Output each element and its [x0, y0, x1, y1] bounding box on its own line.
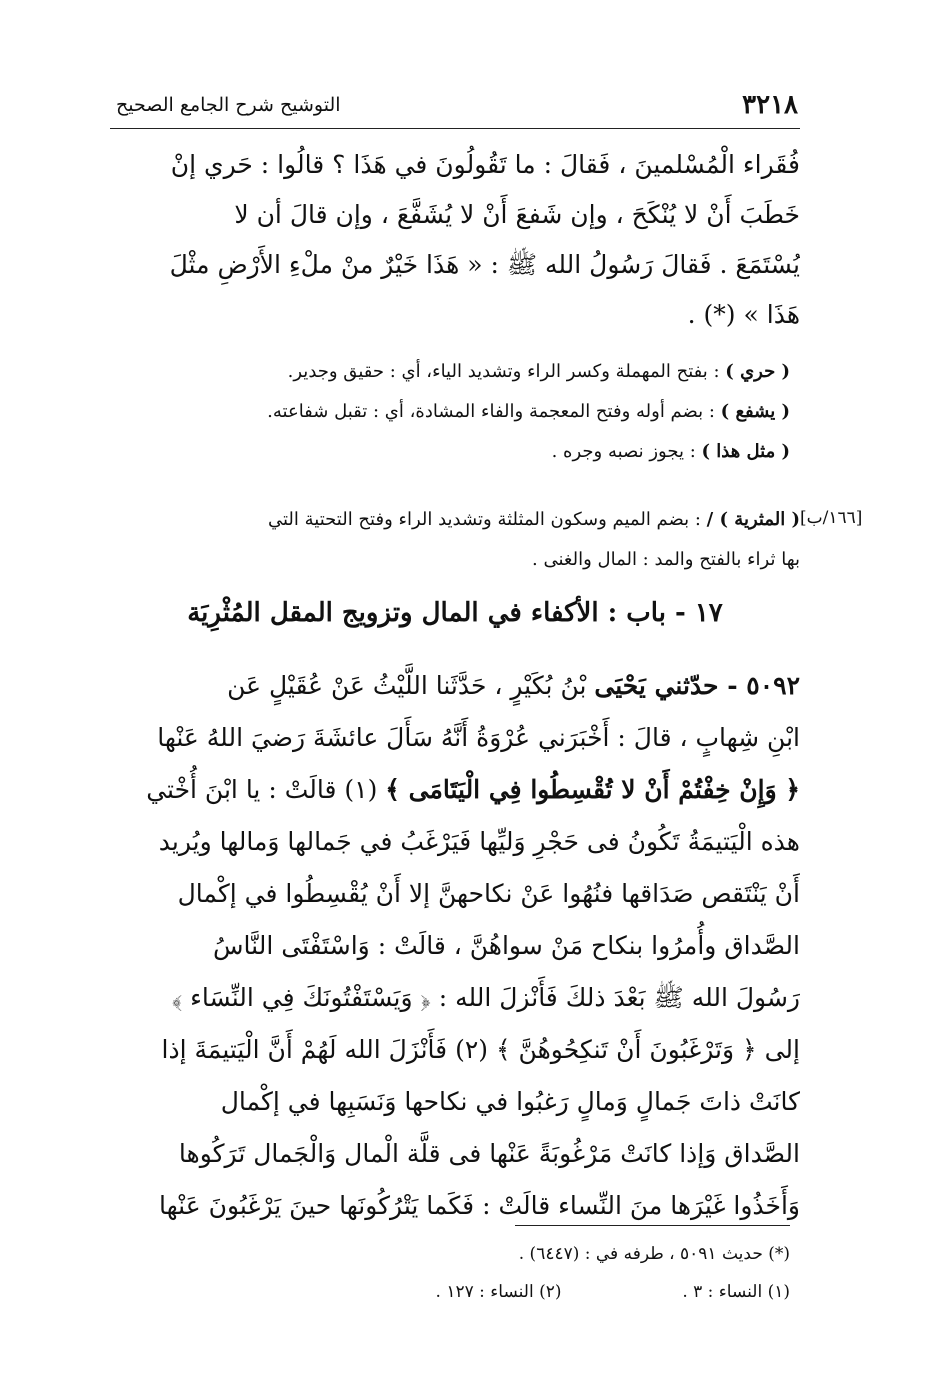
hadith-line	[110, 712, 800, 764]
hadith-line	[110, 764, 800, 816]
marginal-folio-note: [١٦٦/ب]	[800, 508, 863, 528]
gloss-line	[140, 352, 790, 392]
hadith-line	[110, 660, 800, 712]
footnote-divider	[515, 1225, 790, 1226]
hadith-text: إلى ﴿ وَتَرْغَبُونَ أَنْ تَنكِحُوهُنَّ ﴾ (٢) فَأَنْزَلَ الله لَهُمْ أَنَّ الْيَتيمَةَ إذا	[161, 1035, 800, 1064]
footnote-line	[436, 1273, 790, 1311]
chapter-heading: ١٧ - باب : الأكفاء في المال وتزويج المقل المُثْرِيَة	[187, 598, 723, 628]
running-title: التوشيح شرح الجامع الصحيح	[116, 94, 341, 116]
gloss-text: : يجوز نصبه وجره .	[551, 441, 696, 462]
hadith-line	[110, 1128, 800, 1180]
hadith-text: وَأَخَذُوا غَيْرَها منَ النِّساء قالَتْ : فَكَما يَتْرُكُونَها حينَ يَرْغَبُونَ عَنْها	[159, 1191, 800, 1220]
page-number: ٣٢١٨	[742, 90, 798, 120]
glosses-block-2	[145, 500, 800, 580]
text-line: هَذَا » (*) .	[687, 300, 800, 329]
hadith-bold: ٥٠٩٢ - حدّثني يَحْيَى	[594, 671, 800, 700]
hadith-text: رَسُولَ الله ﷺ بَعْدَ ذلكَ فَأَنْزلَ الله : ﴿ وَيَسْتَفْتُونَكَ فِي النِّسَاء ﴾	[171, 983, 800, 1012]
gloss-text: : بضم الميم وسكون المثلثة وتشديد الراء وفتح التحتية التي	[268, 509, 701, 530]
text-line: خَطَبَ أَنْ لا يُنْكَحَ ، وإن شَفعَ أَنْ لا يُشَفَّعَ ، وإن قالَ أن لا	[234, 200, 800, 229]
hadith-text: أَنْ يَنْتَقص صَدَاقها فنُهُوا عَنْ نكاحهنَّ إلا أَنْ يُقْسِطُوا في إكْمال	[177, 879, 800, 908]
gloss-line	[140, 432, 790, 472]
hadith-line	[110, 1024, 800, 1076]
gloss-term: ( يشفع )	[720, 401, 790, 422]
hadith-bold: ﴿ وَإِنْ خِفْتُمْ أَنْ لا تُقْسِطُوا فِي الْيَتَامَى ﴾	[385, 775, 800, 804]
hadith-line	[110, 1076, 800, 1128]
gloss-text: : بفتح المهملة وكسر الراء وتشديد الياء، أي : حقيق وجدير.	[287, 361, 720, 382]
text-line: فُقَراء الْمُسْلمينَ ، فَقالَ : ما تَقُولُونَ في هَذَا ؟ قالُوا : حَري إنْ	[170, 150, 800, 179]
page-header	[110, 88, 800, 129]
gloss-line	[140, 392, 790, 432]
hadith-line	[110, 868, 800, 920]
text-line: يُسْتَمَعَ . فَقالَ رَسُولُ الله ﷺ : « هَذَا خَيْرٌ منْ ملْءِ الأَرْضِ مثْلَ	[169, 250, 800, 279]
hadith-line	[110, 972, 800, 1024]
gloss-term: ( مثل هذا )	[701, 441, 790, 462]
footnotes	[436, 1235, 790, 1311]
footnote-2: (٢) النساء : ١٢٧ .	[435, 1282, 562, 1302]
gloss-line	[145, 500, 800, 540]
gloss-term: ( المثرية ) /	[706, 509, 800, 530]
hadith-text: الصَّداق وَإذا كانَتْ مَرْغُوبَةً عَنْها فى قلَّة الْمال وَالْجَمال تَرَكُوها	[178, 1139, 800, 1168]
hadith-text: هذه الْيَتيمَةُ تَكُونُ فى حَجْرِ وَليِّها فَيَرْغَبُ في جَمالها وَمالها ويُريد	[158, 827, 800, 856]
glosses-block	[140, 352, 790, 472]
footnote-line: (*) حديث ٥٠٩١ ، طرفه في : (٦٤٤٧) .	[518, 1244, 790, 1264]
hadith-block	[110, 660, 800, 1232]
hadith-text: كانَتْ ذاتَ جَمالٍ وَمالٍ رَغبُوا في نكاحها وَنَسَبِها في إكْمال	[220, 1087, 800, 1116]
main-text-block	[110, 140, 800, 340]
hadith-text: الصَّداق وأُمرُوا بنكاح مَنْ سواهُنَّ ، قالَتْ : وَاسْتَفْتَى النَّاسُ	[213, 931, 800, 960]
footnote-1: (١) النساء : ٣ .	[682, 1282, 790, 1302]
gloss-text: : بضم أوله وفتح المعجمة والفاء المشادة، أي : تقبل شفاعته.	[267, 401, 715, 422]
hadith-text: بْنُ بُكَيْرٍ ، حَدَّثَنا اللَّيْثُ عَنْ عُقَيْلٍ عَن	[227, 671, 595, 700]
hadith-text: ابْنِ شِهابٍ ، قالَ : أَخْبَرَني عُرْوَةُ أَنَّهُ سَأَلَ عائشَةَ رَضيَ اللهُ عَنْها	[157, 723, 800, 752]
gloss-term: ( حري )	[725, 361, 790, 382]
hadith-line	[110, 920, 800, 972]
gloss-continuation: بها ثراء بالفتح والمد : المال والغنى .	[532, 549, 800, 570]
hadith-text: (١) قالَتْ : يا ابْنَ أُخْتي	[146, 775, 386, 804]
hadith-line	[110, 816, 800, 868]
